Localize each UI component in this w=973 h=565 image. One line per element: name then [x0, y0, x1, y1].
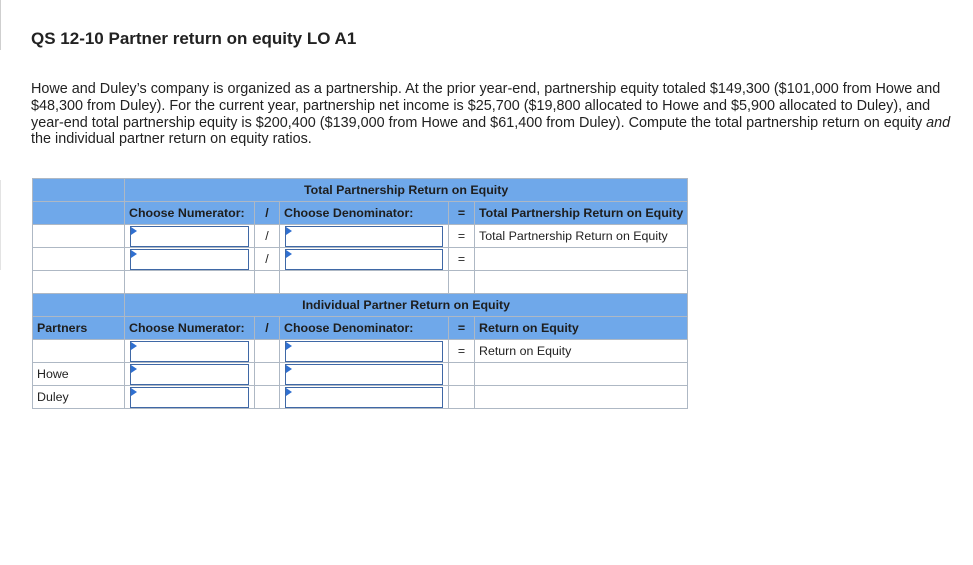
- individual-result-label: Return on Equity: [475, 340, 688, 363]
- individual-summary-row: [33, 340, 688, 363]
- individual-divide-sign: /: [255, 317, 280, 340]
- total-result-label: Total Partnership Return on Equity: [475, 225, 688, 248]
- left-border-lower: [0, 180, 1, 270]
- individual-header-row: [33, 317, 688, 340]
- individual-section-title: Individual Partner Return on Equity: [125, 294, 688, 317]
- duley-numerator-input[interactable]: [130, 387, 249, 408]
- worksheet-table: [32, 178, 688, 409]
- total-numerator-label: Choose Numerator:: [125, 202, 255, 225]
- total-denominator-select-1[interactable]: [285, 226, 443, 247]
- question-text-emphasis: and: [926, 114, 951, 131]
- total-row-2: [33, 248, 688, 271]
- partner-row-howe: [33, 363, 688, 386]
- howe-numerator-input[interactable]: [130, 364, 249, 385]
- total-section-title-row: [33, 179, 688, 202]
- total-denominator-input-2[interactable]: [285, 249, 443, 270]
- partners-header: Partners: [33, 317, 125, 340]
- total-numerator-input-2[interactable]: [130, 249, 249, 270]
- total-numerator-select-1[interactable]: [130, 226, 249, 247]
- partner-row-duley: [33, 386, 688, 409]
- total-row-1: [33, 225, 688, 248]
- individual-denominator-select[interactable]: [285, 341, 443, 362]
- howe-result-cell: [475, 363, 688, 386]
- individual-denominator-label: Choose Denominator:: [280, 317, 449, 340]
- question-text-part1: Howe and Duley’s company is organized as a partnership. At the prior year-end, partnership equity totaled $149,300 ($101,000 from Howe and $48,300 from Duley). For the current year, partnership net income is $25,700 ($19,800 allocated to Howe and $5,900 allocated to Duley), and year-end total partnership equity is $200,400 ($139,000 from Howe and $61,400 from Duley). Compute the total partnership return on equity: [31, 81, 941, 131]
- partner-name-howe: Howe: [33, 363, 125, 386]
- individual-numerator-select[interactable]: [130, 341, 249, 362]
- total-divide-sign: /: [255, 202, 280, 225]
- question-text-part2: the individual partner return on equity ratios.: [31, 131, 312, 148]
- spacer-row: [33, 271, 688, 294]
- total-header-row: [33, 202, 688, 225]
- total-result-cell: [475, 248, 688, 271]
- question-text: [31, 81, 956, 148]
- individual-equals-sign: =: [449, 317, 475, 340]
- total-result-header: Total Partnership Return on Equity: [475, 202, 688, 225]
- individual-equals-sign-summary: =: [449, 340, 475, 363]
- partner-name-duley: Duley: [33, 386, 125, 409]
- left-border: [0, 0, 1, 50]
- total-denominator-label: Choose Denominator:: [280, 202, 449, 225]
- total-divide-sign-1: /: [255, 225, 280, 248]
- individual-result-header: Return on Equity: [475, 317, 688, 340]
- howe-denominator-input[interactable]: [285, 364, 443, 385]
- individual-numerator-label: Choose Numerator:: [125, 317, 255, 340]
- question-title: QS 12-10 Partner return on equity LO A1: [31, 29, 357, 48]
- total-equals-sign-2: =: [449, 248, 475, 271]
- total-section-title: Total Partnership Return on Equity: [125, 179, 688, 202]
- total-divide-sign-2: /: [255, 248, 280, 271]
- duley-result-cell: [475, 386, 688, 409]
- individual-section-title-row: [33, 294, 688, 317]
- duley-denominator-input[interactable]: [285, 387, 443, 408]
- total-equals-sign-1: =: [449, 225, 475, 248]
- total-equals-sign: =: [449, 202, 475, 225]
